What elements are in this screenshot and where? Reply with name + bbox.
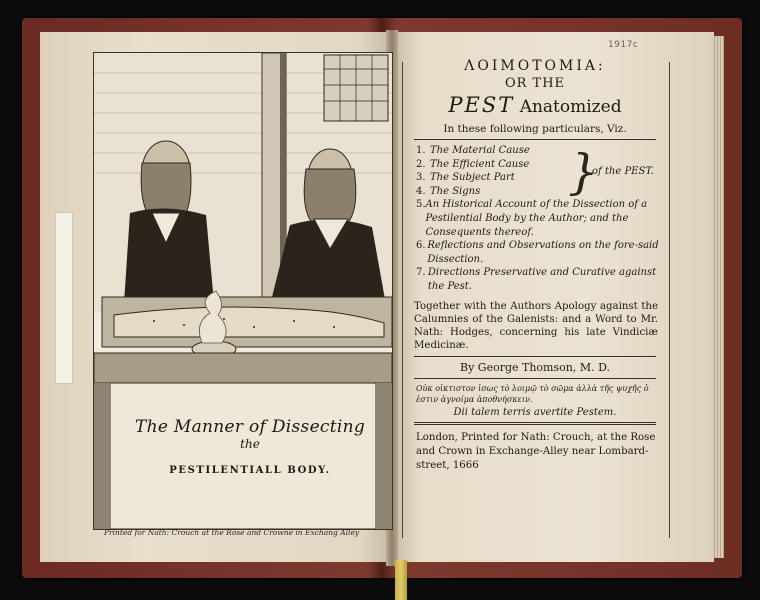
double-divider xyxy=(414,422,656,425)
list-item: 6. Reflections and Observations on the fore-said Dissection. xyxy=(416,240,659,265)
particulars-list xyxy=(416,144,662,294)
title-pest: PEST xyxy=(448,93,515,117)
brace-icon: } xyxy=(568,144,599,200)
author-line: By George Thomson, M. D. xyxy=(459,360,611,374)
divider xyxy=(414,378,656,379)
pencil-mark: 1917c xyxy=(608,40,639,50)
list-item: 4. The Signs xyxy=(416,185,481,197)
causes-group xyxy=(416,144,662,198)
page-edges xyxy=(712,36,724,558)
title-main xyxy=(408,93,662,117)
list-item: 5. An Historical Account of the Dissection of a Pestilential Body by the Author; and the Consequents thereof. xyxy=(416,199,648,238)
frontispiece-engraving xyxy=(93,52,393,530)
title-page xyxy=(408,58,662,540)
list-item: 3. The Subject Part xyxy=(416,172,515,184)
title-anatomized: Anatomized xyxy=(519,97,622,117)
divider xyxy=(414,139,656,140)
caption-the: the xyxy=(240,437,260,451)
title-or-the: OR THE xyxy=(504,76,566,91)
list-item: 2. The Efficient Cause xyxy=(416,158,530,170)
title-imprint: London, Printed for Nath: Crouch, at the Rose and Crown in Exchange-Alley near Lombard-street, 1666 xyxy=(416,431,656,471)
list-item: 7. Directions Preservative and Curative against the Pest. xyxy=(416,267,657,292)
together-paragraph: Together with the Authors Apology against the Calumnies of the Galenists: and a Word to Mr. Nath: Hodges, concerning his late Vindiciæ Medicinæ. xyxy=(414,300,658,351)
engraving-caption xyxy=(124,403,376,497)
caption-subject: PESTILENTIALL BODY. xyxy=(169,465,331,476)
greek-epigraph: Οὐκ οἰκτιστον ἰσως τὸ λοιμῷ τὸ σῶμα ἀλλὰ τῆς ψυχῆς ὁ ἐστιν ἀγνοίμα ἀποθνήσκειν. xyxy=(416,383,649,404)
divider xyxy=(414,356,656,357)
paper-bookmark xyxy=(55,212,73,384)
brace-label: of the PEST. xyxy=(592,166,654,177)
ribbon-bookmark xyxy=(395,560,407,600)
frontispiece-imprint: Printed for Nath: Crouch at the Rose and Crowne in Exchang Alley xyxy=(104,528,360,537)
title-particulars: In these following particulars, Viz. xyxy=(443,123,627,135)
title-greek: ΛΟΙΜΟΤΟΜΙΑ: xyxy=(464,58,606,74)
caption-title: The Manner of Dissecting xyxy=(134,417,366,437)
list-item: 1. The Material Cause xyxy=(416,145,530,156)
latin-motto: Dii talem terris avertite Pestem. xyxy=(453,406,617,418)
